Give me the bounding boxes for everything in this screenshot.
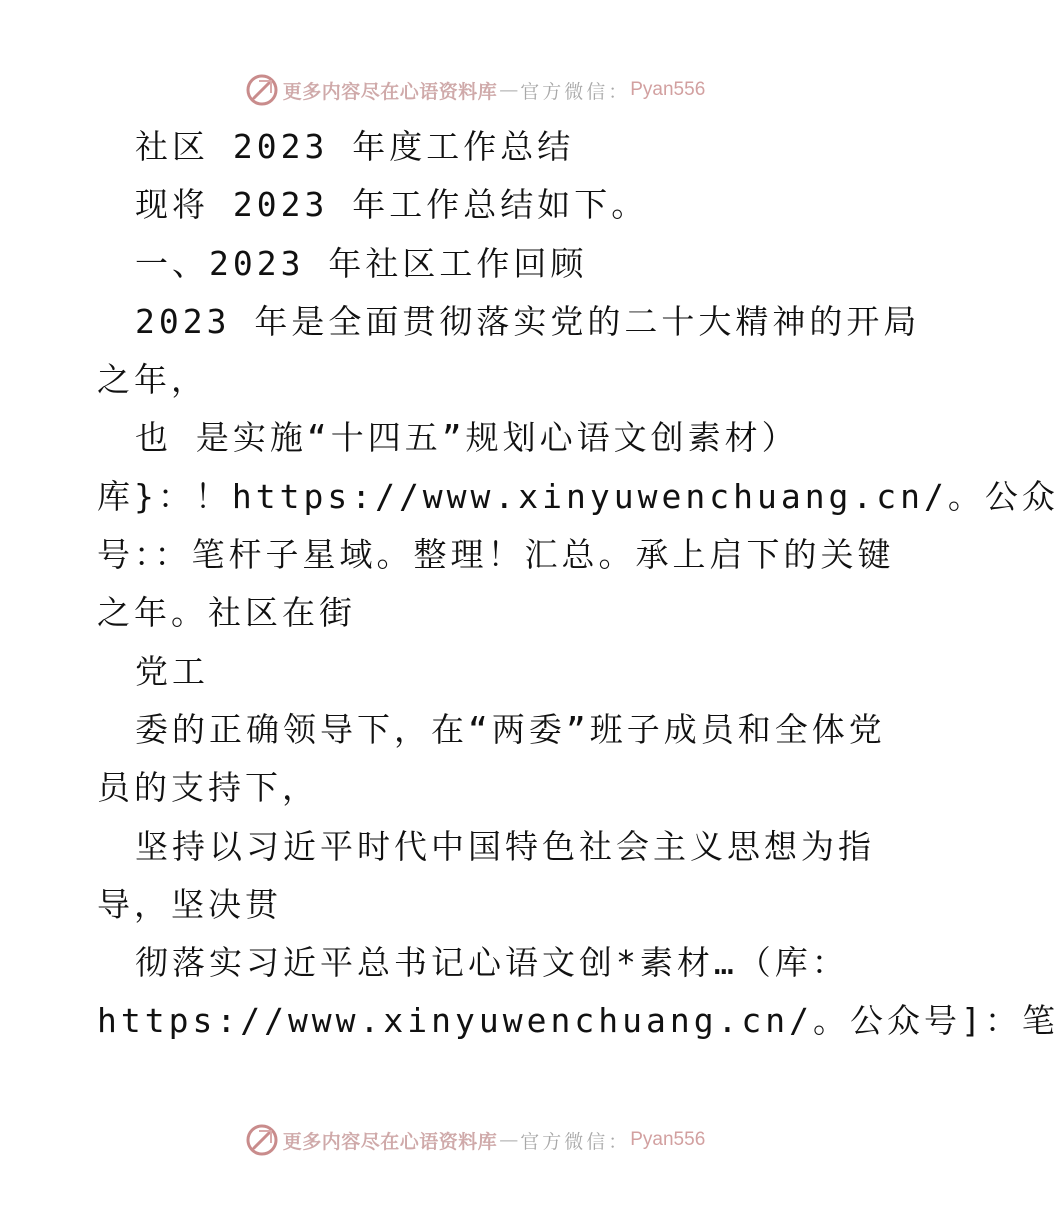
text-line: 号：：笔杆子星域。整理！汇总。承上启下的关键	[97, 535, 895, 575]
banner-wechat-id: Pyan556	[630, 1129, 706, 1150]
banner-wechat-label: 官方微信：	[520, 80, 631, 103]
banner-text: 更多内容尽在心语资料库	[282, 80, 498, 103]
text-line: 库}：！https://www.xinyuwenchuang.cn/。公众	[97, 476, 1059, 516]
text-line: 导，坚决贯	[97, 884, 282, 924]
text-line: 彻落实习近平总书记心语文创*素材…（库：	[135, 943, 849, 983]
text-line: 之年，	[97, 360, 208, 400]
text-line: 党工	[135, 651, 209, 691]
text-line: 也 是实施“十四五”规划心语文创素材）	[135, 418, 799, 458]
text-line: 之年。社区在街	[97, 593, 356, 633]
text-line: 社区 2023 年度工作总结	[135, 127, 575, 166]
document-body	[97, 118, 1059, 1051]
quill-logo-icon	[245, 1123, 279, 1157]
quill-logo-icon	[245, 73, 279, 107]
text-line: 现将 2023 年工作总结如下。	[135, 185, 649, 225]
text-line: 员的支持下，	[97, 768, 319, 808]
text-line: 坚持以习近平时代中国特色社会主义思想为指	[135, 826, 875, 866]
text-line: https://www.xinyuwenchuang.cn/。公众号]：笔	[97, 1001, 1059, 1041]
text-line: 一、2023 年社区工作回顾	[135, 243, 588, 283]
text-line: 委的正确领导下，在“两委”班子成员和全体党	[135, 709, 886, 749]
banner-wechat-label: 官方微信：	[520, 1130, 631, 1153]
banner-text: 更多内容尽在心语资料库	[282, 1130, 498, 1153]
text-line: 2023 年是全面贯彻落实党的二十大精神的开局	[135, 301, 921, 341]
footer-banner	[0, 1120, 950, 1160]
banner-separator: —	[499, 79, 519, 101]
header-banner	[0, 70, 950, 110]
banner-wechat-id: Pyan556	[630, 79, 706, 100]
banner-separator: —	[499, 1129, 519, 1151]
